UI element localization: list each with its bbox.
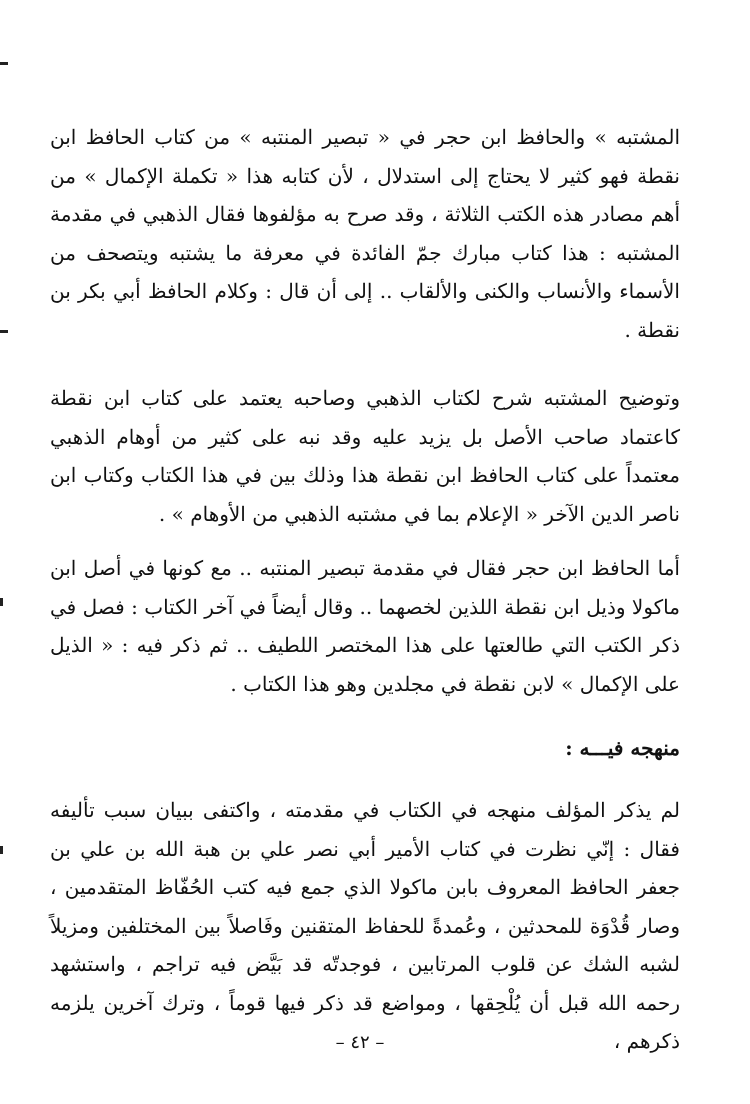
- page-number: – ٤٢ –: [335, 1032, 385, 1053]
- paragraph-2: وتوضيح المشتبه شرح لكتاب الذهبي وصاحبه يعتمد على كتاب ابن نقطة كاعتماد صاحب الأصل بل يزيد عليه وقد نبه على كثير من أوهام الذهبي معتمداً على كتاب الحافظ ابن نقطة هذا وذلك بين في هذا الكتاب وكتاب ابن ناصر الدين الآخر « الإعلام بما في مشتبه الذهبي من الأوهام » .: [50, 386, 680, 526]
- paragraph-4: لم يذكر المؤلف منهجه في الكتاب في مقدمته ، واكتفى ببيان سبب تأليفه فقال : إنّي نظرت في كتاب الأمير أبي نصر علي بن هبة الله بن علي بن جعفر الحافظ المعروف بابن ماكولا الذي جمع فيه كتب الحُفّاظ المتقدمين ، وصار قُدْوَة للمحدثين ، وعُمدةً للحفاظ المتقنين وفَاصلاً بين المختلفين ومزيلاً لشبه الشك عن قلوب المرتابين ، فوجدتّه قد بَيَّض فيه تراجم ، واستشهد رحمه الله قبل أن يُلْحِقها ، ومواضع قد ذكر فيها قوماً ، وترك آخرين يلزمه ذكرهم ،: [50, 798, 680, 1053]
- left-edge-mark: [0, 330, 8, 333]
- left-edge-mark: [0, 846, 3, 854]
- left-edge-mark: [0, 62, 8, 65]
- paragraph-1: المشتبه » والحافظ ابن حجر في « تبصير المنتبه » من كتاب الحافظ ابن نقطة فهو كثير لا يحتاج إلى استدلال ، لأن كتابه هذا « تكملة الإكمال » من أهم مصادر هذه الكتب الثلاثة ، وقد صرح به مؤلفوها فقال الذهبي في مقدمة المشتبه : هذا كتاب مبارك جمّ الفائدة في معرفة ما يشتبه ويتصحف من الأسماء والأنساب والكنى والألقاب .. إلى أن قال : وكلام الحافظ أبي بكر بن نقطة .: [50, 125, 680, 342]
- section-heading: منهجه فيـــه :: [565, 736, 680, 760]
- left-edge-mark: [0, 598, 3, 606]
- paragraph-3: أما الحافظ ابن حجر فقال في مقدمة تبصير المنتبه .. مع كونها في أصل ابن ماكولا وذيل ابن نقطة اللذين لخصهما .. وقال أيضاً في آخر الكتاب : فصل في ذكر الكتب التي طالعتها على هذا المختصر اللطيف .. ثم ذكر فيه : « الذيل على الإكمال » لابن نقطة في مجلدين وهو هذا الكتاب .: [50, 556, 680, 696]
